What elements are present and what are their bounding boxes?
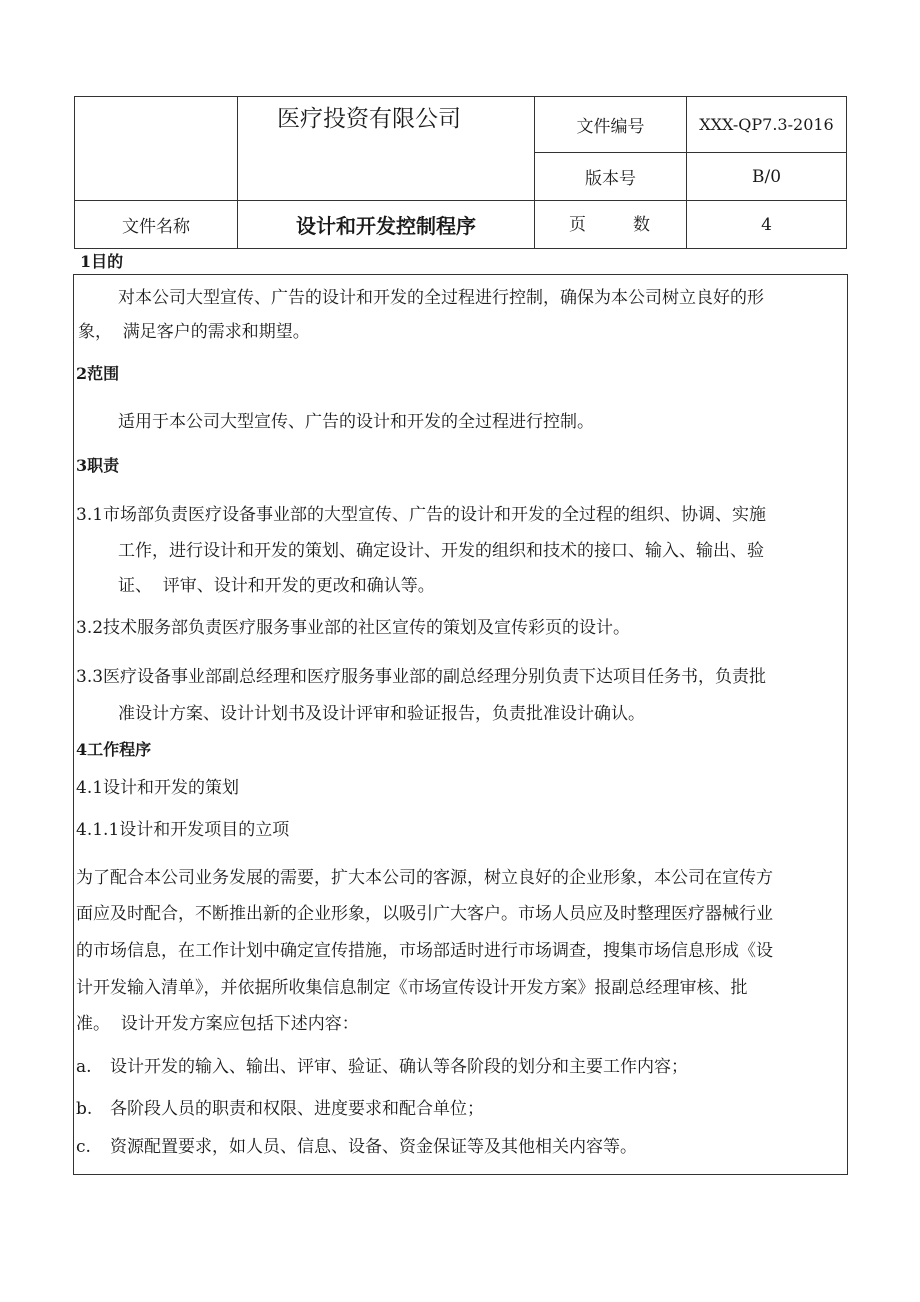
version-value: B/0 [751,166,782,187]
pages-label [535,201,686,248]
list-item-b-text: 各阶段人员的职责和权限、进度要求和配合单位； [110,1099,484,1119]
list-item-c-marker: c. [76,1137,91,1157]
doc-no-value: XXX-QP7.3-2016 [699,115,834,134]
section-1-line-2: 象， 满足客户的需求和期望。 [78,322,310,342]
body-paragraph-line-4: 计开发输入清单》，并依据所收集信息制定《市场宣传设计开发方案》报副总经理审核、批 [76,978,748,998]
section-2-title: 2范围 [76,364,120,383]
section-4-1-1: 4.1.1设计和开发项目的立项 [76,820,290,840]
section-3-title: 3职责 [76,456,120,475]
body-paragraph-line-5: 准。 设计开发方案应包括下述内容： [76,1014,359,1034]
section-3-1-line-3: 证、 评审、设计和开发的更改和确认等。 [118,576,435,596]
section-3-1-line-1: 3.1市场部负责医疗设备事业部的大型宣传、广告的设计和开发的全过程的组织、协调、实施 [76,505,767,525]
list-item-b-marker: b. [76,1099,93,1119]
pages-value: 4 [761,214,772,235]
section-3-3-line-1: 3.3医疗设备事业部副总经理和医疗服务事业部的副总经理分别负责下达项目任务书，负责批 [76,667,767,687]
list-item-a-text: 设计开发的输入、输出、评审、验证、确认等各阶段的划分和主要工作内容； [110,1057,688,1077]
file-name-value: 设计和开发控制程序 [296,214,476,238]
file-name-label: 文件名称 [122,217,190,237]
list-item-a-marker: a. [76,1057,92,1077]
pages-label-a: 页 [569,215,586,235]
content-border-bottom [73,1174,848,1175]
company-name: 医疗投资有限公司 [277,106,461,132]
pages-label-b: 数 [633,215,650,235]
section-1-line-1: 对本公司大型宣传、广告的设计和开发的全过程进行控制，确保为本公司树立良好的形 [118,288,764,308]
section-3-2: 3.2技术服务部负责医疗服务事业部的社区宣传的策划及宣传彩页的设计。 [76,618,631,638]
content-border-left [73,274,74,1175]
version-label: 版本号 [585,169,636,189]
content-border-top [73,274,848,275]
body-paragraph-line-1: 为了配合本公司业务发展的需要，扩大本公司的客源，树立良好的企业形象，本公司在宣传方 [76,868,773,888]
section-1-title: 1目的 [80,252,124,271]
section-3-3-line-2: 准设计方案、设计计划书及设计评审和验证报告，负责批准设计确认。 [118,704,645,724]
list-item-c-text: 资源配置要求，如人员、信息、设备、资金保证等及其他相关内容等。 [110,1137,637,1157]
doc-no-label: 文件编号 [576,117,645,137]
table-border-bottom [74,248,847,249]
section-3-1-line-2: 工作，进行设计和开发的策划、确定设计、开发的组织和技术的接口、输入、输出、验 [118,541,764,561]
body-paragraph-line-3: 的市场信息，在工作计划中确定宣传措施，市场部适时进行市场调查，搜集市场信息形成《设 [76,941,773,961]
body-paragraph-line-2: 面应及时配合，不断推出新的企业形象，以吸引广大客户。市场人员应及时整理医疗器械行业 [76,904,773,924]
section-4-title: 4工作程序 [76,740,152,759]
table-border-right [846,96,847,249]
content-border-right [847,274,848,1175]
section-2-line-1: 适用于本公司大型宣传、广告的设计和开发的全过程进行控制。 [118,412,594,432]
section-4-1: 4.1设计和开发的策划 [76,778,240,798]
